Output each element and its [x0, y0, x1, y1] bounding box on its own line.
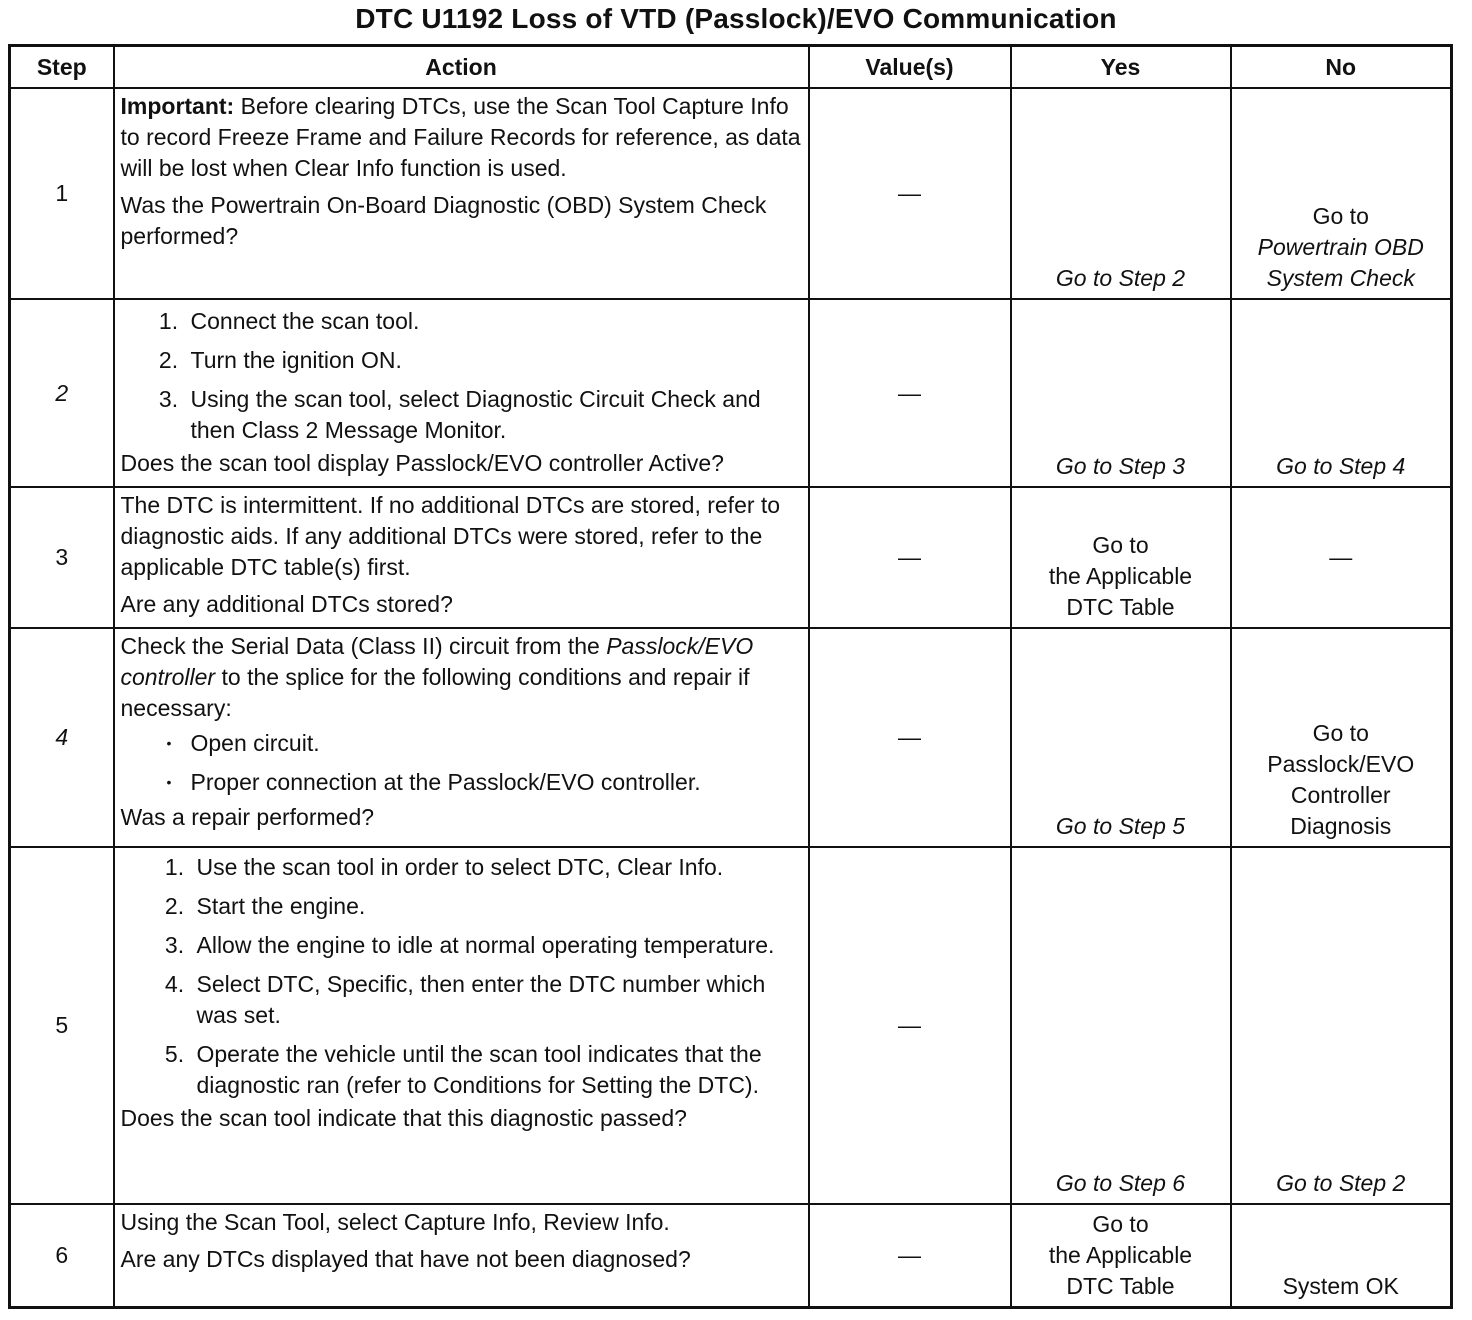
step-number: 6: [10, 1204, 114, 1307]
list-item: [166, 767, 802, 798]
yes-link[interactable]: Go to Step 6: [1011, 847, 1231, 1204]
step-number: 3: [10, 487, 114, 628]
no-line: Diagnosis: [1290, 813, 1392, 839]
yes-line: Go to: [1092, 1210, 1149, 1237]
list-item: [166, 728, 802, 759]
step-number: 2: [10, 299, 114, 487]
no-line: Powertrain OBD: [1257, 234, 1424, 260]
step-text: The DTC is intermittent. If no additional DTCs are stored, refer to diagnostic aids. If any additional DTCs were stored, refer to the applicable DTC table(s) first.: [120, 492, 781, 580]
yes-link[interactable]: [1011, 487, 1231, 628]
yes-line: Go to: [1092, 532, 1149, 558]
no-line: Controller: [1290, 782, 1391, 808]
list-item: 3. Using the scan tool, select Diagnostic Circuit Check and then Class 2 Message Monitor.: [185, 384, 802, 446]
yes-link[interactable]: [1011, 1204, 1231, 1307]
yes-line: DTC Table: [1066, 1272, 1175, 1299]
step-number: 5: [10, 847, 114, 1204]
table-row: [10, 847, 1452, 1204]
step-text: Using the Scan Tool, select Capture Info, Review Info.: [120, 1209, 670, 1235]
step-question: Does the scan tool display Passlock/EVO controller Active?: [120, 450, 724, 476]
list-item-text: Open circuit.: [190, 730, 320, 756]
step-action: [114, 487, 809, 628]
header-row: [10, 46, 1452, 89]
no-value: —: [1231, 487, 1452, 628]
no-line: Go to: [1312, 720, 1369, 746]
list-item: 4. Select DTC, Specific, then enter the DTC number which was set.: [191, 969, 802, 1031]
step-question: Was a repair performed?: [120, 804, 375, 830]
step-value: —: [809, 1204, 1011, 1307]
numbered-list: [121, 306, 802, 446]
step-question: Are any DTCs displayed that have not been diagnosed?: [120, 1246, 691, 1272]
step-question: Does the scan tool indicate that this diagnostic passed?: [120, 1105, 687, 1131]
important-label: Important:: [120, 93, 235, 119]
step-text-italic: Passlock/EVO controller: [120, 633, 754, 690]
no-link[interactable]: [1231, 88, 1452, 299]
yes-link[interactable]: Go to Step 3: [1011, 299, 1231, 487]
no-line: Passlock/EVO: [1267, 751, 1415, 777]
step-value: —: [809, 487, 1011, 628]
no-link[interactable]: Go to Step 2: [1231, 847, 1452, 1204]
no-line: Go to: [1312, 203, 1369, 229]
list-item: 2. Start the engine.: [191, 891, 802, 922]
bullet-icon: •: [166, 735, 172, 751]
table-row: [10, 628, 1452, 847]
step-value: —: [809, 299, 1011, 487]
table-row: [10, 487, 1452, 628]
list-item: 2. Turn the ignition ON.: [185, 345, 802, 376]
step-value: —: [809, 847, 1011, 1204]
header-no: No: [1231, 46, 1452, 89]
list-item: 1. Use the scan tool in order to select DTC, Clear Info.: [191, 852, 802, 883]
yes-line: DTC Table: [1066, 594, 1175, 620]
step-question: Was the Powertrain On-Board Diagnostic (OBD) System Check performed?: [120, 192, 767, 249]
step-text: [121, 631, 802, 724]
yes-line: the Applicable: [1048, 563, 1193, 589]
step-action: [114, 1204, 809, 1307]
step-number: 4: [10, 628, 114, 847]
no-link[interactable]: [1231, 628, 1452, 847]
header-values: Value(s): [809, 46, 1011, 89]
step-value: —: [809, 628, 1011, 847]
no-link[interactable]: System OK: [1231, 1204, 1452, 1307]
step-action: [114, 628, 809, 847]
step-action: [114, 299, 809, 487]
table-row: [10, 88, 1452, 299]
list-item: 1. Connect the scan tool.: [185, 306, 802, 337]
list-item: 3. Allow the engine to idle at normal operating temperature.: [191, 930, 802, 961]
step-text-part: Check the Serial Data (Class II) circuit from the: [120, 633, 607, 659]
bullet-icon: •: [166, 774, 172, 790]
page-title: DTC U1192 Loss of VTD (Passlock)/EVO Communication: [355, 3, 1117, 34]
step-text-part: to the splice for the following conditions and repair if necessary:: [120, 664, 750, 721]
step-value: —: [809, 88, 1011, 299]
important-text: Before clearing DTCs, use the Scan Tool Capture Info to record Freeze Frame and Failure Records for reference, as data will be lost when Clear Info function is used.: [120, 93, 801, 181]
header-action: Action: [114, 46, 809, 89]
table-row: [10, 1204, 1452, 1307]
no-link[interactable]: Go to Step 4: [1231, 299, 1452, 487]
yes-link[interactable]: Go to Step 2: [1011, 88, 1231, 299]
step-action: [114, 88, 809, 299]
header-yes: Yes: [1011, 46, 1231, 89]
step-question: Are any additional DTCs stored?: [120, 591, 453, 617]
step-action: [114, 847, 809, 1204]
table-row: [10, 299, 1452, 487]
yes-line: the Applicable: [1048, 1241, 1193, 1268]
numbered-list: [121, 852, 802, 1101]
yes-link[interactable]: Go to Step 5: [1011, 628, 1231, 847]
list-item-text: Proper connection at the Passlock/EVO controller.: [190, 769, 701, 795]
step-number: 1: [10, 88, 114, 299]
bullet-list: [121, 728, 802, 798]
important-note: [121, 91, 802, 184]
no-line: System Check: [1266, 265, 1415, 291]
list-item: 5. Operate the vehicle until the scan tool indicates that the diagnostic ran (refer to Conditions for Setting the DTC).: [191, 1039, 802, 1101]
header-step: Step: [10, 46, 114, 89]
diagnostic-table: [8, 44, 1453, 1309]
